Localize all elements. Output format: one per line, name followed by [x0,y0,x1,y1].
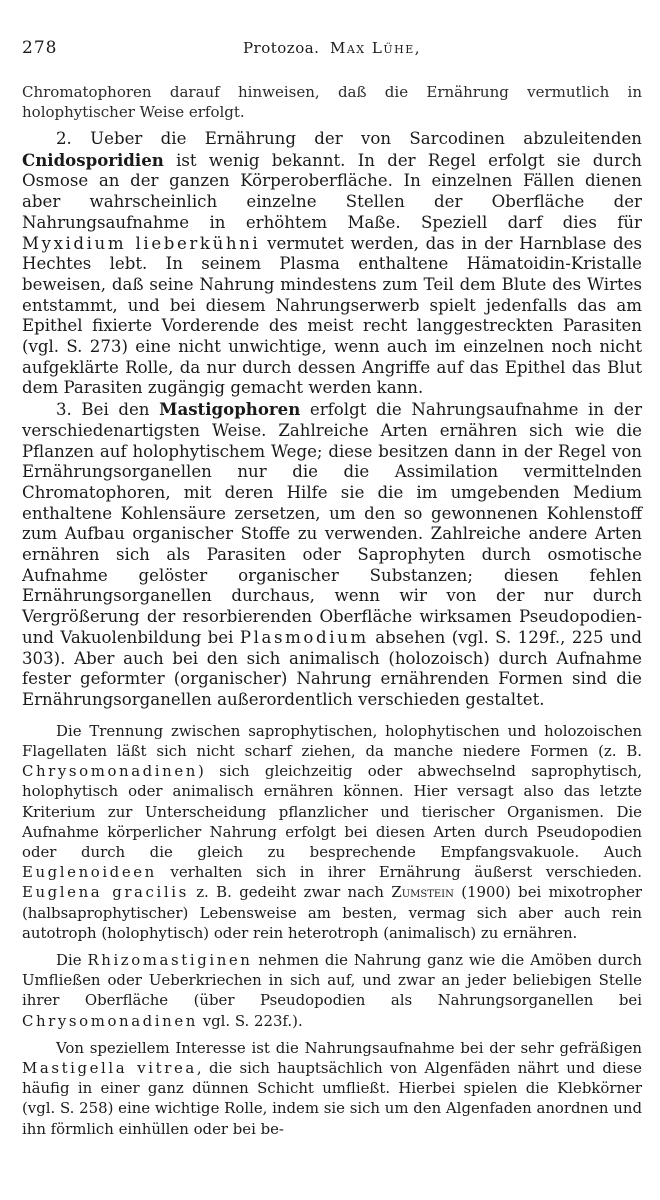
spaced-term: Plasmodium [239,627,369,647]
bold-term: Cnidosporidien [22,149,164,170]
author-reference: Zumstein [391,883,454,902]
text-run: vermutet werden, das in der Harnblase des Hechtes lebt. In seinem Plasma enthaltene Hämatoidin-Kristalle beweisen, daß seine Nahrung mindestens zum Teil dem Blute des Wirtes entstammt, und bei diesem Nahrungserwerb spielt jedenfalls das am Epithel fixierte Vorderende des meist recht langgestreckten Parasiten (vgl. S. 273) eine nicht unwichtige, wenn auch im einzelnen noch nicht aufgeklärte Rolle, da nur durch dessen Angriffe auf das Epithel das Blut dem Parasiten zugängig gemacht werden kann. [22,233,642,398]
author-name: Max Lühe, [330,39,422,57]
page-body [22,82,642,1139]
text-run: erfolgt die Nahrungsaufnahme in der verschiedenartigsten Weise. Zahlreiche Arten ernähren sich wie die Pflanzen auf holophytischem Wege; diese besitzen dann in der Regel von Ernährungsorganellen nur die die Assimilation vermittelnden Chromatophoren, mit deren Hilfe sie die im umgebenden Medium enthaltene Kohlensäure zersetzen, um den so gewonnenen Kohlenstoff zum Aufbau organischer Stoffe zu verwenden. Zahlreiche andere Arten ernähren sich als Parasiten oder Saprophyten durch osmotische Aufnahme gelöster organischer Substanzen; diesen fehlen Ernährungsorganellen durchaus, wenn wir von der nur durch Vergrößerung der resorbierenden Oberfläche wirksamen Pseudopodien- und Vakuolenbildung bei [22,400,642,647]
running-title [22,39,642,57]
text-run: , die sich hauptsächlich von Algenfäden nährt und diese häufig in einer ganz dünnen Schicht umfließt. Hierbei spielen die Klebkörner (vgl. S. 258) eine wichtige Rolle, indem sie sich um den Algenfaden anordnen und ihn förmlich einhüllen oder bei be- [22,1058,642,1138]
spaced-term: Euglena gracilis [22,883,189,902]
text-run: verhalten sich in ihrer Ernährung äußerst verschieden. [156,863,642,882]
paragraph-mastigella [22,1038,642,1139]
spaced-term: Mastigella vitrea [22,1058,197,1077]
spaced-term: Chrysomonadinen [22,762,198,781]
spaced-term: Rhizomastiginen [87,950,253,969]
text-run: 2. Ueber die Ernährung der von Sarcodinen abzuleitenden [56,129,642,148]
paragraph-rhizomastiginen [22,950,642,1031]
text-run: (1900) bei mixotropher (halbsaprophytischer) Lebensweise am besten, vermag sich aber auch rein autotroph (holophytisch) oder rein heterotroph (animalisch) zu ernähren. [22,883,643,942]
text-run: nehmen die Nahrung ganz wie die Amöben durch Umfließen oder Ueberkriechen in sich auf, und zwar an jeder beliebigen Stelle ihrer Oberfläche (über Pseudopodien als Nahrungsorganellen bei [22,950,643,1010]
text-run: vgl. S. 223f.). [197,1011,303,1030]
text-run: Chromatophoren darauf hinweisen, daß die Ernährung vermutlich in holophytischer Weise erfolgt. [22,83,642,121]
page-number: 278 [22,38,58,58]
section-title: Protozoa. [242,39,320,57]
spaced-term: Myxidium lieberkühni [22,233,261,253]
text-run: Die Trennung zwischen saprophytischen, holophytischen und holozoischen Flagellaten läßt sich nicht scharf ziehen, da manche niedere Formen (z. B. [22,721,642,760]
paragraph-continuation [22,82,642,122]
paragraph-mastigophoren [22,399,642,711]
text-run: ist wenig bekannt. In der Regel erfolgt sie durch Osmose an der ganzen Körperoberfläche. In einzelnen Fällen dienen aber wahrscheinlich einzelne Stellen der Oberfläche der Nahrungsaufnahme in erhöhtem Maße. Speziell darf dies für [22,150,642,232]
small-print-section [22,721,642,1139]
text-run: Von speziellem Interesse ist die Nahrungsaufnahme bei der sehr gefräßigen [56,1038,642,1057]
bold-term: Mastigophoren [159,399,301,420]
text-run: absehen (vgl. S. 129f., 225 und 303). Aber auch bei den sich animalisch (holozoisch) durch Aufnahme fester geformter (organischer) Nahrung ernährenden Formen sind die Ernährungsorganellen außerordentlich verschieden gestaltet. [22,627,642,709]
running-header [22,38,642,66]
paragraph-trennung [22,721,642,943]
spaced-term: Euglenoideen [22,863,157,882]
text-run: ) sich gleichzeitig oder abwechselnd saprophytisch, holophytisch oder animalisch ernähren können. Hier versagt also das letzte Kriterium zur Unterscheidung pflanzlicher und tierischer Organismen. Die Aufnahme körperlicher Nahrung erfolgt bei diesen Arten durch Pseudopodien oder durch die gleich zu besprechende Empfangsvakuole. Auch [22,762,642,861]
paragraph-cnidosporidien [22,129,642,399]
text-run: Die [56,950,88,969]
text-run: 3. Bei den [56,400,160,420]
spaced-term: Chrysomonadinen [22,1011,198,1030]
text-run: z. B. gedeiht zwar nach [188,883,392,902]
